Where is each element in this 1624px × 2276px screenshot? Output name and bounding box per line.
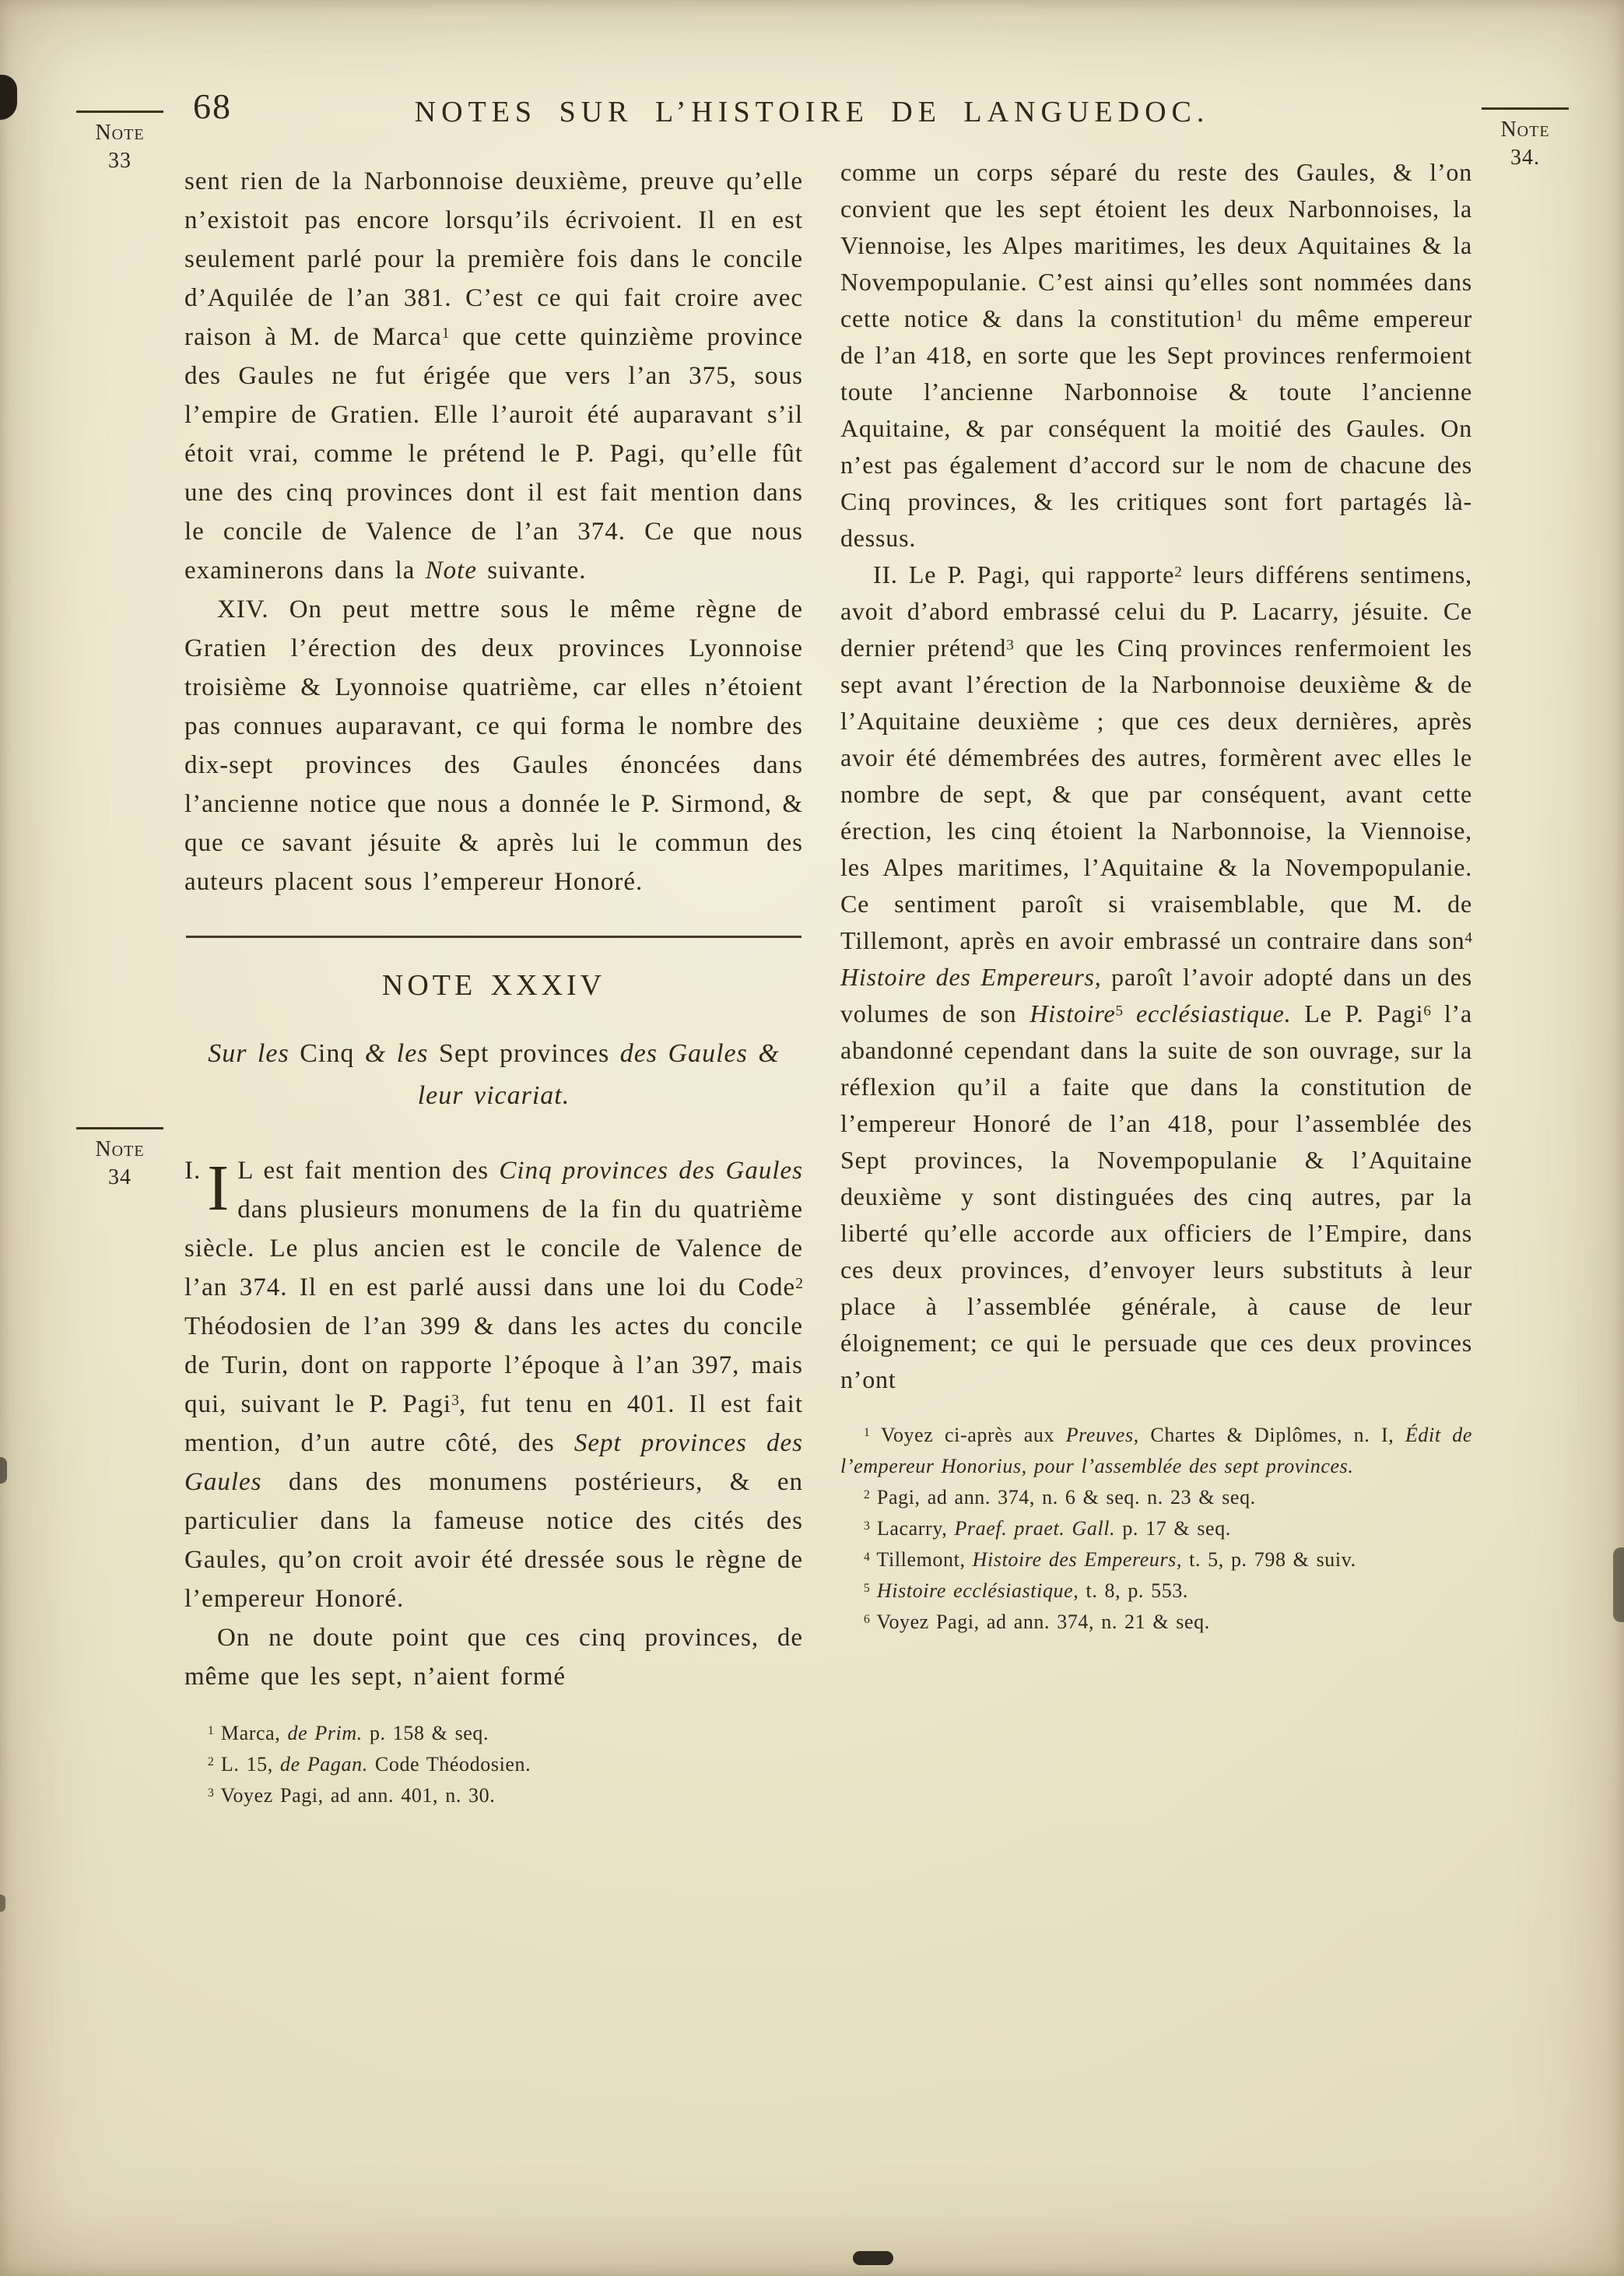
paragraph-note34-continuation: On ne doute point que ces cinq provinces, de même que les sept, n’aient formé: [184, 1624, 803, 1691]
footnote: $^3$ Voyez Pagi, ad ann. 401, n. 30.: [208, 1784, 496, 1807]
margin-note-rule: [1482, 107, 1569, 110]
paragraph-note34-ii: II. Le P. Pagi, qui rapporte$^2$ leurs différens sentimens, avoit d’abord embrassé celui du P. Lacarry, jésuite. Ce dernier prétend$^3$ que les Cinq provinces renfermoient les sept avant l’érection de la Narbonnoise deuxième & de l’Aquitaine deuxième ; que ces deux dernières, après avoir été démembrées des autres, formèrent avec elles le nombre de sept, & que par conséquent, avant cette érection, les cinq étoient la Narbonnoise, la Viennoise, les Alpes maritimes, l’Aquitaine & la Novempopulanie. Ce sentiment paroît si vraisemblable, que M. de Tillemont, après en avoir embrassé un contraire dans son$^4$ Histoire des Empereurs, paroît l’avoir adopté dans un des volumes de son Histoire$^5$ ecclésiastique. Le P. Pagi$^6$ l’a abandonné cependant dans la suite de son ouvrage, sur la réflexion qu’il a faite que dans la constitution de l’empereur Honoré de l’an 418, pour l’assemblée des Sept provinces, la Novempopulanie & l’Aquitaine deuxième y sont distinguées des cinq autres, par la liberté qu’elle accorde aux officiers de l’Empire, dans ces deux provinces, d’envoyer leurs substituts à leur place à l’assemblée générale, à cause de leur éloignement; ce qui le persuade que ces deux provinces n’ont: [840, 560, 1473, 1393]
scan-artifact: [1613, 1547, 1624, 1622]
left-column: [184, 162, 803, 1811]
footnotes-left: [184, 1718, 803, 1811]
section-divider: [186, 936, 801, 938]
margin-note-number: 33: [108, 149, 132, 173]
margin-note-33: [76, 111, 163, 175]
margin-note-label: Note: [1500, 118, 1550, 142]
paragraph-note33-xiv: XIV. On peut mettre sous le même règne de Gratien l’érection des deux provinces Lyonnoise troisième & Lyonnoise quatrième, car elles n’étoient pas connues auparavant, ce qui forma le nombre des dix-sept provinces des Gaules énoncées dans l’ancienne notice que nous a donnée le P. Sirmond, & que ce savant jésuite & après lui le commun des auteurs placent sous l’empereur Honoré.: [184, 595, 803, 896]
margin-note-number: 34.: [1510, 146, 1540, 170]
paragraph-note34-i: I. I L est fait mention des Cinq provinces des Gaules dans plusieurs monumens de la fin du quatrième siècle. Le plus ancien est le concile de Valence de l’an 374. Il en est parlé aussi dans une loi du Code$^2$ Théodosien de l’an 399 & dans les actes du concile de Turin, dont on rapporte l’époque à l’an 397, mais qui, suivant le P. Pagi$^3$, fut tenu en 401. Il est fait mention, d’un autre côté, des Sept provinces des Gaules dans des monumens postérieurs, & en particulier dans la fameuse notice des cités des Gaules, qu’on croit avoir été dressée sous le règne de l’empereur Honoré.: [184, 1152, 804, 1613]
footnote: $^2$ Pagi, ad ann. 374, n. 6 & seq. n. 23 & seq.: [864, 1486, 1256, 1509]
scan-artifact: [0, 1895, 5, 1912]
paragraph-note34-seven-provinces: comme un corps séparé du reste des Gaules, & l’on convient que les sept étoient les deux Narbonnoises, la Viennoise, les Alpes maritimes, les deux Aquitaines & la Novempopulanie. C’est ainsi qu’elles sont nommées dans cette notice & dans la constitution$^1$ du même empereur de l’an 418, en sorte que les Sept provinces renfermoient toute l’ancienne Narbonnoise & toute l’ancienne Aquitaine, & par conséquent la moitié des Gaules. On n’est pas également d’accord sur le nom de chacune des Cinq provinces, & les critiques sont fort partagés là-dessus.: [840, 158, 1472, 552]
margin-note-rule: [76, 1127, 163, 1129]
footnote: $^1$ Marca, de Prim. p. 158 & seq.: [208, 1722, 489, 1744]
margin-note-34-right: [1482, 107, 1569, 172]
margin-note-label: Note: [95, 1137, 145, 1161]
note-xxxiv-heading: NOTE XXXIV: [381, 969, 606, 1002]
scan-artifact: [0, 1457, 7, 1484]
page-header-title: NOTES SUR L’HISTOIRE DE LANGUEDOC.: [414, 96, 1210, 128]
footnote: $^2$ L. 15, de Pagan. Code Théodosien.: [208, 1753, 531, 1775]
footnote: $^5$ Histoire ecclésiastique, t. 8, p. 553.: [864, 1579, 1189, 1602]
note-xxxiv-subtitle: Sur les Cinq & les Sept provinces des Gaules & leur vicariat.: [208, 1039, 780, 1110]
footnotes-right: [840, 1420, 1472, 1638]
footnote: $^6$ Voyez Pagi, ad ann. 374, n. 21 & seq.: [864, 1610, 1210, 1633]
paragraph-note33-continuation: sent rien de la Narbonnoise deuxième, preuve qu’elle n’existoit pas encore lorsqu’ils écrivoient. Il en est seulement parlé pour la première fois dans le concile d’Aquilée de l’an 381. C’est ce qui fait croire avec raison à M. de Marca$^1$ que cette quinzième province des Gaules ne fut érigée que vers l’an 375, sous l’empire de Gratien. Elle l’auroit été auparavant s’il étoit vrai, comme le prétend le P. Pagi, qu’elle fût une des cinq provinces dont il est fait mention dans le concile de Valence de l’an 374. Ce que nous examinerons dans la Note suivante.: [184, 167, 803, 585]
margin-note-number: 34: [108, 1165, 132, 1189]
page-number: 68: [193, 86, 232, 126]
margin-note-label: Note: [95, 121, 145, 145]
margin-note-34-left: [76, 1127, 163, 1192]
right-column: [840, 154, 1472, 1638]
footnote: $^3$ Lacarry, Praef. praet. Gall. p. 17 & seq.: [864, 1517, 1231, 1540]
margin-note-rule: [76, 111, 163, 113]
footnote: $^1$ Voyez ci-après aux Preuves, Chartes & Diplômes, n. I, Édit de l’empereur Honorius, pour l’assemblée des sept provinces.: [840, 1424, 1472, 1477]
scan-artifact: [853, 2251, 893, 2265]
footnote: $^4$ Tillemont, Histoire des Empereurs, t. 5, p. 798 & suiv.: [864, 1548, 1356, 1571]
